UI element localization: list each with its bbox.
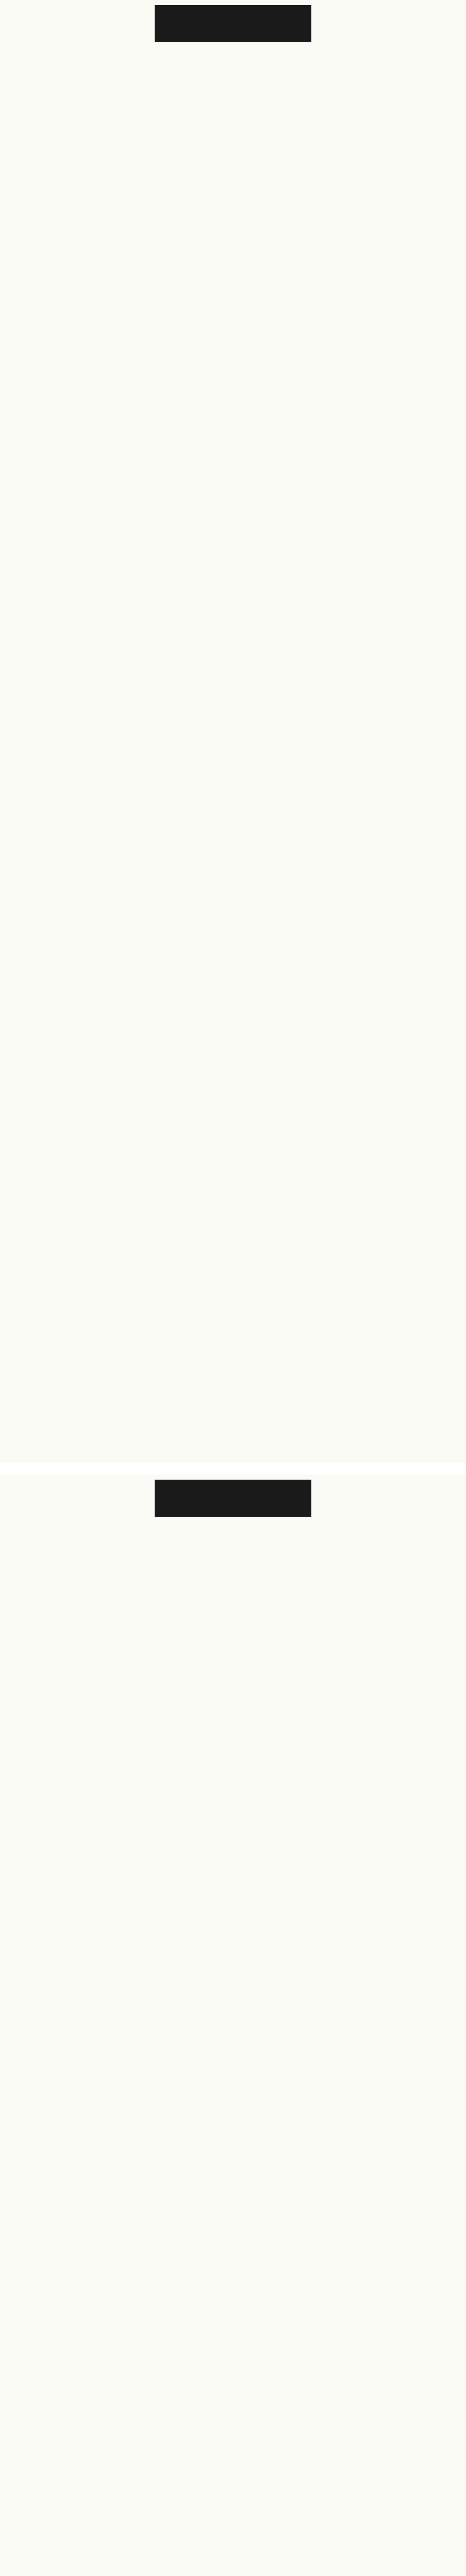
section2-heading xyxy=(155,2487,311,2513)
paper1-header xyxy=(10,49,456,127)
subjective-paper xyxy=(0,1475,466,2576)
paper2-banner xyxy=(155,1480,311,1517)
paper1-banner xyxy=(155,5,311,42)
section2-instruction xyxy=(10,2515,456,2546)
paper2-header xyxy=(10,1524,456,1601)
paper1-instruction xyxy=(10,131,456,198)
paper-separator xyxy=(0,1463,466,1475)
